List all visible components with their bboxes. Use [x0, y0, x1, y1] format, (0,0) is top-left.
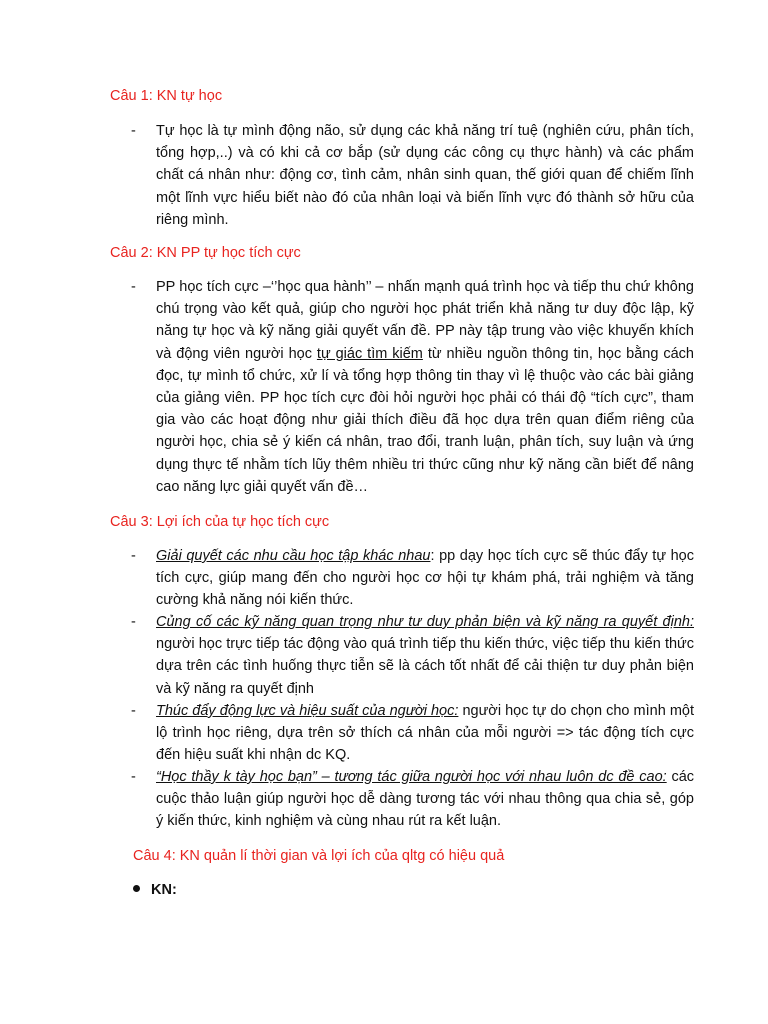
- section-1-item-1: [131, 120, 694, 231]
- section-4-bullet: [133, 880, 177, 900]
- section-3-item-4: [131, 766, 695, 833]
- item-lead: Củng cố các kỹ năng quan trọng như tư duy phản biện và kỹ năng ra quyết định:: [156, 614, 694, 630]
- item-text-after: từ nhiều nguồn thông tin, học bằng cách đọc, tự mình tổ chức, xử lí và tổng hợp thông tin thay vì lệ thuộc vào các bài giảng của giảng viên. PP học tích cực đòi hỏi người học phải có thái độ “tích cực”, tham gia vào các hoạt động như giải thích điều đã học dựa trên quan điểm riêng của người học, chia sẻ ý kiến cá nhân, trao đổi, tranh luận, phân tích, suy luận và ứng dụng thực tế nhằm tích lũy thêm nhiều tri thức cũng như kỹ năng cần biết để nâng cao năng lực giải quyết vấn đề…: [156, 345, 694, 495]
- item-text-before: PP học tích cực –‘’học qua hành’’ – nhấn mạnh quá trình học và tiếp thu chứ không chú trọng vào kết quả, giúp cho người học phát triển khả năng tư duy độc lập, kỹ năng tự học và kỹ năng giải quyết vấn đề. PP này tập trung vào việc khuyến khích và động viên người học: [156, 279, 694, 362]
- item-text: Tự học là tự mình động não, sử dụng các khả năng trí tuệ (nghiên cứu, phân tích, tổng hợp,..) và có khi cả cơ bắp (sử dụng các công cụ thực hành) và các phẩm chất cá nhân như: động cơ, tình cảm, nhân sinh quan, thế giới quan để chiếm lĩnh một lĩnh vực hiểu biết nào đó của nhân loại và biến lĩnh vực đó thành sở hữu của riêng mình.: [156, 123, 694, 228]
- item-underlined-text: tự giác tìm kiếm: [316, 345, 423, 362]
- dash-marker: -: [131, 769, 136, 785]
- item-text: người học tự do chọn cho mình một lộ trình học riêng, dựa trên sở thích cá nhân của mỗi người => tác động tích cực đến hiệu suất khi nhận dc KQ.: [156, 703, 695, 764]
- section-1-heading: Câu 1: KN tự học: [110, 88, 223, 104]
- bullet-text: KN:: [151, 882, 177, 898]
- dash-marker: -: [131, 703, 136, 719]
- section-3-item-3: [131, 700, 695, 767]
- section-3-item-2: [131, 611, 694, 700]
- item-text: : pp dạy học tích cực sẽ thúc đẩy tự học tích cực, giúp mang đến cho người học cơ hội tự khám phá, trải nghiệm và tăng cường khả năng nói kiến thức.: [156, 548, 694, 609]
- item-lead: Thúc đẩy động lực và hiệu suất của người học:: [156, 703, 459, 719]
- bullet-dot-icon: [133, 885, 140, 892]
- item-text: người học trực tiếp tác động vào quá trình tiếp thu kiến thức, việc tiếp thu kiến thức dựa trên các tình huống thực tiễn sẽ là cách tốt nhất để cải thiện tư duy phản biện và kỹ năng ra quyết định: [156, 636, 694, 697]
- dash-marker: -: [131, 123, 136, 139]
- section-3-item-1: [131, 545, 694, 612]
- item-text: các cuộc thảo luận giúp người học dễ dàng tương tác với nhau thông qua chia sẻ, góp ý kiến thức, kinh nghiệm và cùng nhau rút ra kết luận.: [156, 769, 695, 830]
- item-lead: “Học thầy k tày học bạn” – tương tác giữa người học với nhau luôn dc đề cao:: [156, 769, 667, 785]
- section-4-heading: Câu 4: KN quản lí thời gian và lợi ích của qltg có hiệu quả: [133, 848, 505, 864]
- section-3-heading: Câu 3: Lợi ích của tự học tích cực: [110, 514, 330, 530]
- dash-marker: -: [131, 548, 136, 564]
- dash-marker: -: [131, 279, 136, 295]
- item-lead: Giải quyết các nhu cầu học tập khác nhau: [156, 548, 431, 564]
- section-2-heading: Câu 2: KN PP tự học tích cực: [110, 245, 301, 261]
- dash-marker: -: [131, 614, 136, 630]
- section-2-item-1: [131, 276, 694, 498]
